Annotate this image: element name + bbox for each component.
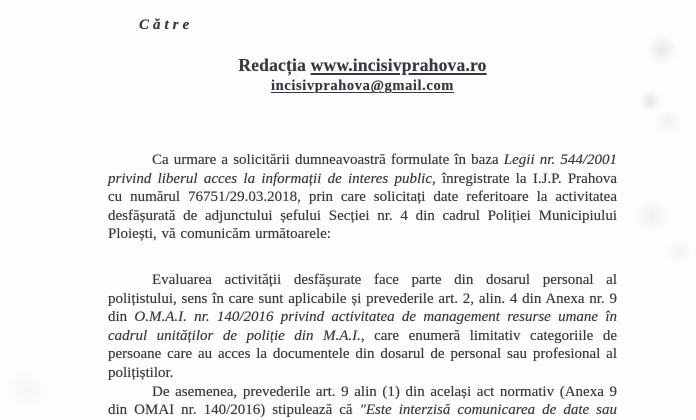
salutation-text: Către bbox=[139, 17, 194, 33]
body-text: , înregistrate la I.J.P. Prahova cu numărul 76751/29.03.2018, prin care solicitați date referitoare la activitatea desfășurată de adjunctului șefului Secției nr. 4 din cadrul Poliției Municipiului Ploiești, vă comunicăm următoarele: bbox=[108, 170, 617, 243]
body-paragraph bbox=[108, 271, 617, 383]
body-text: Ca urmare a solicitării dumneavoastră formulate în baza bbox=[152, 152, 504, 168]
recipient-prefix: Redacția bbox=[238, 55, 307, 75]
body-text: De asemenea, prevederile art. 9 alin (1) din același act normativ (Anexa 9 din OMAI nr. 140/2016) stipulează că bbox=[108, 383, 617, 419]
body-paragraph bbox=[108, 383, 617, 420]
recipient-email: incisivprahova@gmail.com bbox=[271, 78, 454, 94]
recipient-block bbox=[108, 55, 617, 95]
emphasized-text: "Este interzisă comunicarea de date sau bbox=[359, 402, 618, 419]
recipient-line bbox=[108, 55, 617, 76]
emphasized-text: Legii nr. 544/2001 privind liberul acces la informații de interes public bbox=[108, 152, 617, 187]
letter-body bbox=[108, 151, 617, 420]
recipient-website: www.incisivprahova.ro bbox=[310, 55, 487, 75]
body-text: , care enumeră limitativ categoriile de persoane care au acces la documentele din dosarul de personal sau profesional al polițiștilor. bbox=[108, 327, 617, 381]
body-paragraph bbox=[108, 151, 617, 244]
emphasized-text: O.M.A.I. nr. 140/2016 privind activitatea de management resurse umane în cadrul unităților de poliție din M.A.I. bbox=[108, 309, 617, 344]
body-text: Evaluarea activității desfășurate face parte din dosarul personal al polițistului, sens în care sunt aplicabile și prevederile art. 2, alin. 4 din Anexa nr. 9 din bbox=[108, 271, 617, 326]
